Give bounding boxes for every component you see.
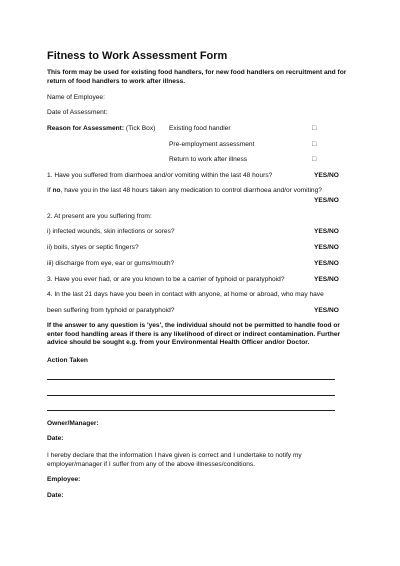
employee-name-label: Name of Employee: <box>47 94 105 101</box>
question-2i-yesno[interactable]: YES/NO <box>314 228 339 235</box>
question-2ii: ii) boils, styes or septic fingers? <box>47 244 139 251</box>
option-return-label: Return to work after illness <box>169 156 248 163</box>
question-4-line1: 4. In the last 21 days have you been in contact with anyone, at home or abroad, who may have <box>47 291 324 298</box>
question-1: 1. Have you suffered from diarrhoea and/or vomiting within the last 48 hours? <box>47 172 273 179</box>
question-1b-pre: If <box>47 187 53 194</box>
action-line-3[interactable] <box>47 410 335 411</box>
question-3: 3. Have you ever had, or are you known to be a carrier of typhoid or paratyphoid? <box>47 276 285 283</box>
reason-label-tick: (Tick Box) <box>124 125 156 132</box>
option-preemployment-checkbox[interactable]: □ <box>312 141 317 148</box>
question-2ii-yesno[interactable]: YES/NO <box>314 244 339 251</box>
assessment-date-label: Date of Assessment: <box>47 109 108 116</box>
option-existing-checkbox[interactable]: □ <box>312 125 317 132</box>
question-1-yesno[interactable]: YES/NO <box>314 172 339 179</box>
question-2iii-yesno[interactable]: YES/NO <box>314 260 339 267</box>
warning-text: If the answer to any question is 'yes', the individual should not be permitted to handle food or enter food handling areas if there is any likelihood of direct or indirect contamination. Further advice should be sought e.g. from your Environmental Health Officer and/or Doctor. <box>47 322 341 347</box>
employee-label: Employee: <box>47 476 81 483</box>
question-1b-no: no <box>52 187 61 194</box>
declaration-text: I hereby declare that the information I have given is correct and I undertake to notify my employer/manager if I suffer from any of the above illnesses/conditions. <box>47 452 302 468</box>
employee-date-label: Date: <box>47 492 64 499</box>
action-line-2[interactable] <box>47 395 335 396</box>
question-4-yesno[interactable]: YES/NO <box>314 307 339 314</box>
intro-text: This form may be used for existing food handlers, for new food handlers on recruitment and for return of food handlers to work after illness. <box>47 69 347 85</box>
owner-date-label: Date: <box>47 435 64 442</box>
question-2: 2. At present are you suffering from: <box>47 213 152 220</box>
question-2i: i) infected wounds, skin infections or sores? <box>47 228 175 235</box>
option-return-checkbox[interactable]: □ <box>312 156 317 163</box>
question-1b-post: , have you in the last 48 hours taken any medication to control diarrhoea and/or vomiting? <box>60 187 322 194</box>
option-preemployment-label: Pre-employment assessment <box>169 141 255 148</box>
form-title: Fitness to Work Assessment Form <box>47 50 228 62</box>
question-3-yesno[interactable]: YES/NO <box>314 276 339 283</box>
option-existing-label: Existing food handler <box>169 125 231 132</box>
question-2iii: iii) discharge from eye, ear or gums/mouth? <box>47 260 175 267</box>
action-line-1[interactable] <box>47 379 335 380</box>
reason-label <box>47 125 155 134</box>
action-taken-label: Action Taken <box>47 357 88 364</box>
question-1b-yesno[interactable]: YES/NO <box>314 197 339 204</box>
question-4-line2: been suffering from typhoid or paratyphoid? <box>47 307 175 314</box>
reason-label-bold: Reason for Assessment: <box>47 125 125 132</box>
question-1b <box>47 187 322 196</box>
owner-manager-label: Owner/Manager: <box>47 420 99 427</box>
